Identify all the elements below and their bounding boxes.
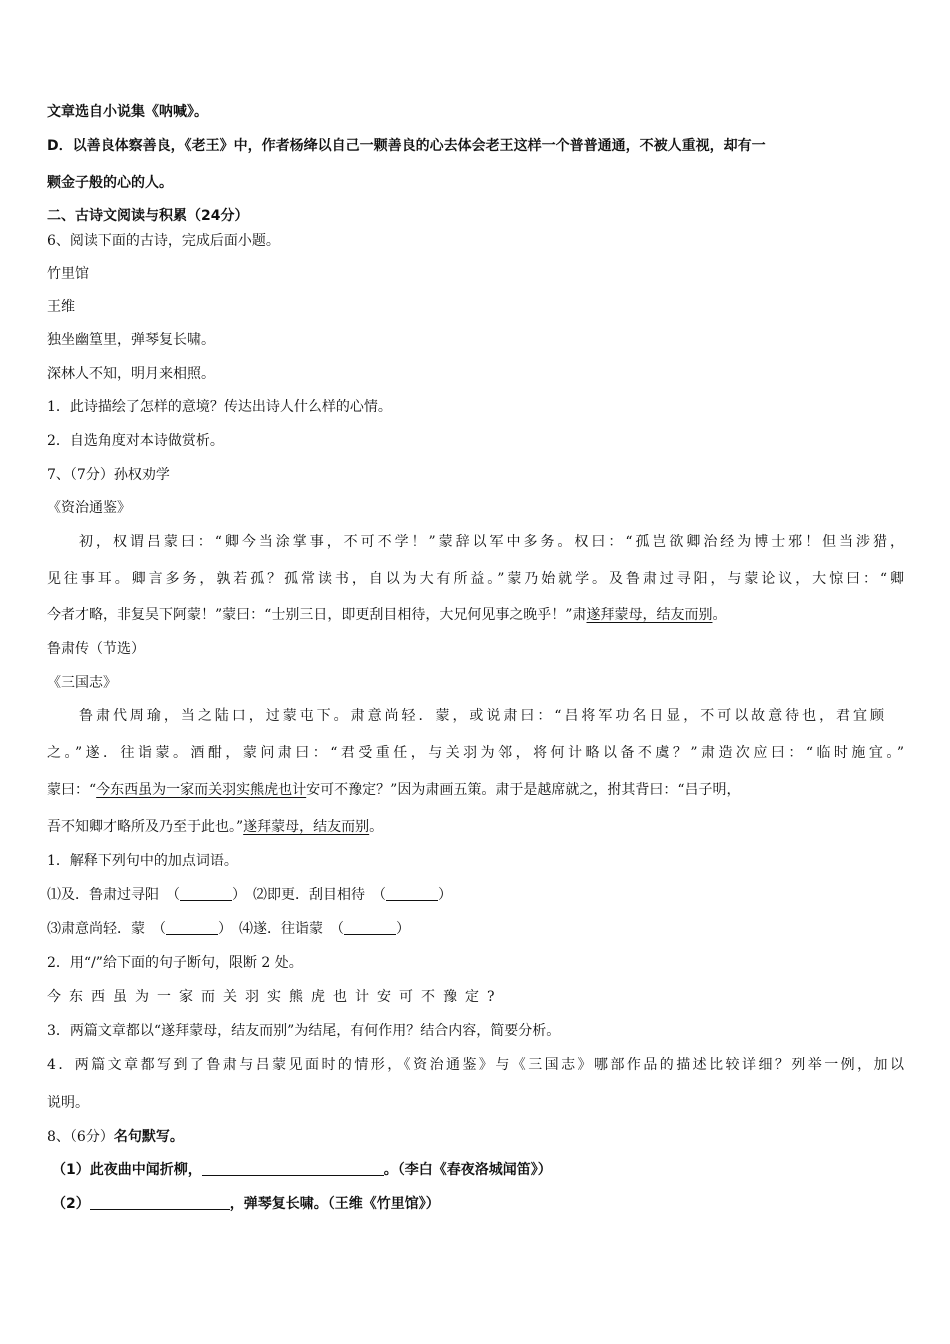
poem-author: 王维 <box>47 299 75 315</box>
q7-sub-question-2: 2．用“/”给下面的句子断句，限断 2 处。 <box>47 955 303 971</box>
passage-line <box>47 780 741 800</box>
intro-line: 文章选自小说集《呐喊》。 <box>47 104 208 120</box>
section-title: 鲁肃传（节选） <box>47 641 145 657</box>
passage-text: 吾不知卿才略所及乃至于此也。” <box>47 819 244 835</box>
answer-blank[interactable] <box>180 886 232 901</box>
q6-prompt: 6、阅读下面的古诗，完成后面小题。 <box>47 233 280 249</box>
passage-line: 见往事耳。卿言多务，孰若孤？孤常读书，自以为大有所益。”蒙乃始就学。及鲁肃过寻阳，与蒙论议，大惊曰：“卿 <box>47 571 904 587</box>
q7-sub-question-3: 3．两篇文章都以“遂拜蒙母，结友而别”为结尾，有何作用？结合内容，简要分析。 <box>47 1023 561 1039</box>
q8-item-source: 。（李白《春夜洛城闻笛》） <box>383 1162 552 1178</box>
source-title: 《三国志》 <box>47 675 117 691</box>
passage-text: 。 <box>712 607 727 623</box>
underlined-sentence: 今东西虽为一家而关羽实熊虎也计 <box>96 782 307 798</box>
passage-text: 今者才略，非复吴下阿蒙！”蒙曰：“士别三日，即更刮目相待，大兄何见事之晚乎！”肃 <box>47 607 587 623</box>
q7-sub-question-1: 1．解释下列句中的加点词语。 <box>47 853 238 869</box>
passage-line <box>47 605 726 625</box>
answer-blank[interactable] <box>166 920 218 935</box>
passage-text: 蒙曰：“ <box>47 782 97 798</box>
passage-line: 鲁肃代周瑜，当之陆口，过蒙屯下。肃意尚轻．蒙，或说肃曰：“吕将军功名日显，不可以故意待也，君宜顾 <box>79 708 884 724</box>
fill-in-item: ） ⑷遂．往诣蒙 （ <box>218 921 344 937</box>
poem-line: 独坐幽篁里，弹琴复长啸。 <box>47 332 215 348</box>
fill-in-row <box>47 885 452 905</box>
passage-line: 初，权谓吕蒙曰：“卿今当涂掌事，不可不学！”蒙辞以军中多务。权曰：“孤岂欲卿治经为博士邪！但当涉猎， <box>79 534 904 550</box>
passage-line: 之。”遂．往诣蒙。酒酣，蒙问肃曰：“君受重任，与关羽为邻，将何计略以备不虞？”肃造次应曰：“临时施宜。” <box>47 745 904 761</box>
source-title: 《资治通鉴》 <box>47 500 131 516</box>
q8-item-1 <box>52 1160 552 1180</box>
option-d-line-2: 颗金子般的心的人。 <box>47 175 173 191</box>
fill-in-close: ） <box>396 921 410 937</box>
q8-prompt <box>47 1127 184 1147</box>
q7-sub-question-4: 4．两篇文章都写到了鲁肃与吕蒙见面时的情形，《资治通鉴》与《三国志》哪部作品的描述比较详细？列举一例，加以 <box>47 1057 904 1073</box>
fill-in-item: ） ⑵即更．刮目相待 （ <box>232 887 386 903</box>
answer-blank[interactable] <box>90 1195 230 1210</box>
sentence-to-punctuate: 今东西虽为一家而关羽实熊虎也计安可不豫定? <box>47 989 503 1005</box>
fill-in-close: ） <box>438 887 452 903</box>
q6-sub-question-2: 2．自选角度对本诗做赏析。 <box>47 433 224 449</box>
answer-blank[interactable] <box>344 920 396 935</box>
section-heading: 二、古诗文阅读与积累（24分） <box>47 208 249 224</box>
fill-in-item: ⑶肃意尚轻．蒙 （ <box>47 921 166 937</box>
q6-sub-question-1: 1．此诗描绘了怎样的意境？传达出诗人什么样的心情。 <box>47 399 392 415</box>
passage-line <box>47 817 383 837</box>
q8-item-text: （2） <box>52 1196 90 1212</box>
underlined-sentence: 遂拜蒙母，结友而别 <box>586 607 713 623</box>
fill-in-row <box>47 919 410 939</box>
q8-prompt-number: 8、（6分） <box>47 1129 114 1145</box>
q8-prompt-title: 名句默写。 <box>113 1129 184 1145</box>
poem-line: 深林人不知，明月来相照。 <box>47 366 215 382</box>
q8-item-2 <box>52 1194 440 1214</box>
q8-item-text: （1）此夜曲中闻折柳， <box>52 1162 202 1178</box>
q7-prompt: 7、（7分）孙权劝学 <box>47 467 170 483</box>
q8-item-source: ，弹琴复长啸。（王维《竹里馆》） <box>229 1196 440 1212</box>
answer-blank[interactable] <box>386 886 438 901</box>
underlined-sentence: 遂拜蒙母，结友而别 <box>243 819 370 835</box>
fill-in-item: ⑴及．鲁肃过寻阳 （ <box>47 887 180 903</box>
poem-title: 竹里馆 <box>47 266 89 282</box>
passage-text: 。 <box>369 819 384 835</box>
answer-blank[interactable] <box>202 1161 384 1176</box>
option-d-line-1: D．以善良体察善良，《老王》中，作者杨绛以自己一颗善良的心去体会老王这样一个普普通通，不被人重视，却有一 <box>47 138 766 154</box>
q7-sub-question-4-cont: 说明。 <box>47 1095 89 1111</box>
passage-text: 安可不豫定？”因为肃画五策。肃于是越席就之，拊其背曰：“吕子明， <box>306 782 741 798</box>
